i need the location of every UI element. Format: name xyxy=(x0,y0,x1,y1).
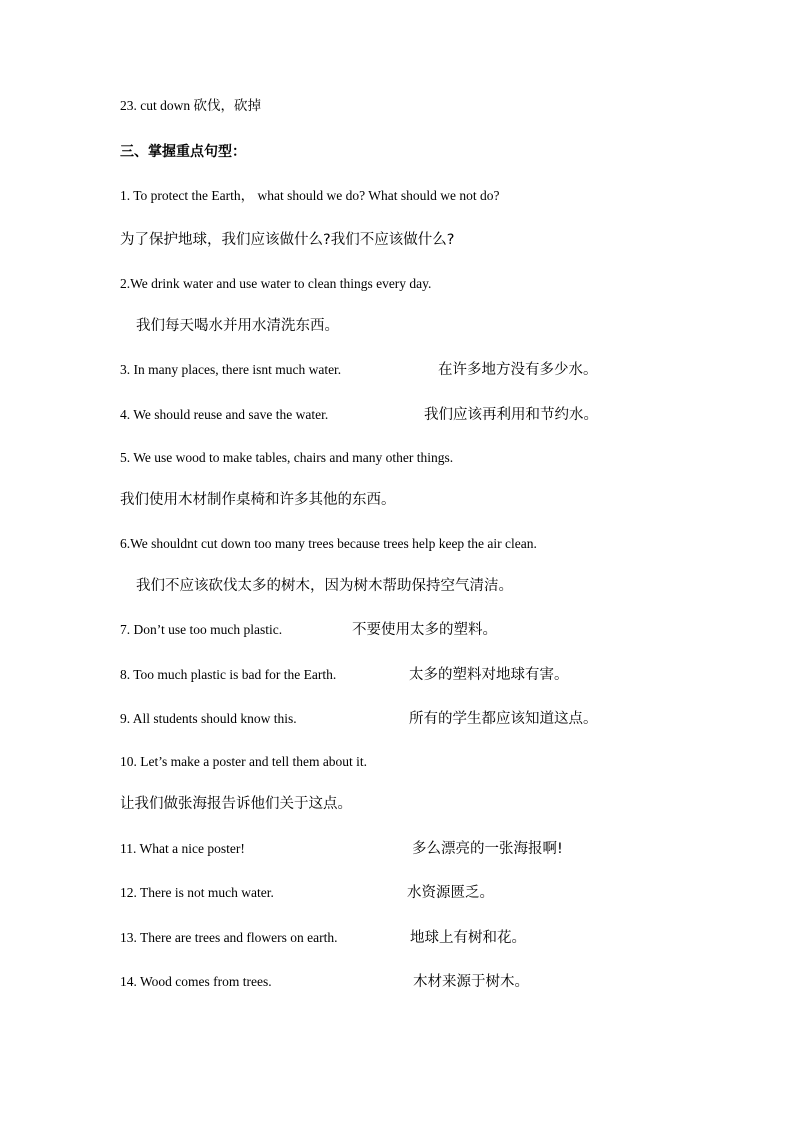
sentence-13-zh: 地球上有树和花。 xyxy=(410,930,526,946)
sentence-2-zh: 我们每天喝水并用水清洗东西。 xyxy=(136,318,339,334)
sentence-8-en: 8. Too much plastic is bad for the Earth. xyxy=(120,667,337,682)
sentence-7-zh: 不要使用太多的塑料。 xyxy=(352,622,497,638)
sentence-9-en: 9. All students should know this. xyxy=(120,711,297,726)
sentence-10-en: 10. Let’s make a poster and tell them about it. xyxy=(120,754,368,769)
sentence-12-zh: 水资源匮乏。 xyxy=(407,885,494,901)
sentence-14-zh: 木材来源于树木。 xyxy=(413,974,529,990)
sentence-7-en: 7. Don’t use too much plastic. xyxy=(120,622,283,637)
sentence-11-en: 11. What a nice poster! xyxy=(120,841,245,856)
sentence-8-zh: 太多的塑料对地球有害。 xyxy=(409,667,569,683)
sentence-3-en: 3. In many places, there isnt much water. xyxy=(120,362,342,377)
sentence-4-zh: 我们应该再利用和节约水。 xyxy=(424,407,598,423)
phrase-23: 23. cut down 砍伐，砍掉 xyxy=(120,98,261,113)
sentence-9-zh: 所有的学生都应该知道这点。 xyxy=(409,711,598,727)
sentence-13-en: 13. There are trees and flowers on earth. xyxy=(120,930,338,945)
sentence-11-zh: 多么漂亮的一张海报啊! xyxy=(412,841,563,857)
sentence-1-zh: 为了保护地球，我们应该做什么?我们不应该做什么? xyxy=(120,232,455,248)
sentence-14-en: 14. Wood comes from trees. xyxy=(120,974,272,989)
section-heading: 三、掌握重点句型： xyxy=(120,144,246,160)
sentence-6-zh: 我们不应该砍伐太多的树木，因为树木帮助保持空气清洁。 xyxy=(136,578,513,594)
sentence-2-en: 2.We drink water and use water to clean things every day. xyxy=(120,276,432,291)
sentence-5-en: 5. We use wood to make tables, chairs and many other things. xyxy=(120,450,454,465)
sentence-10-zh: 让我们做张海报告诉他们关于这点。 xyxy=(120,796,352,812)
sentence-4-en: 4. We should reuse and save the water. xyxy=(120,407,329,422)
sentence-6-en: 6.We shouldnt cut down too many trees because trees help keep the air clean. xyxy=(120,536,537,551)
sentence-12-en: 12. There is not much water. xyxy=(120,885,274,900)
sentence-3-zh: 在许多地方没有多少水。 xyxy=(438,362,598,378)
sentence-5-zh: 我们使用木材制作桌椅和许多其他的东西。 xyxy=(120,492,396,508)
sentence-1-en: 1. To protect the Earth， what should we do? What should we not do? xyxy=(120,188,500,203)
